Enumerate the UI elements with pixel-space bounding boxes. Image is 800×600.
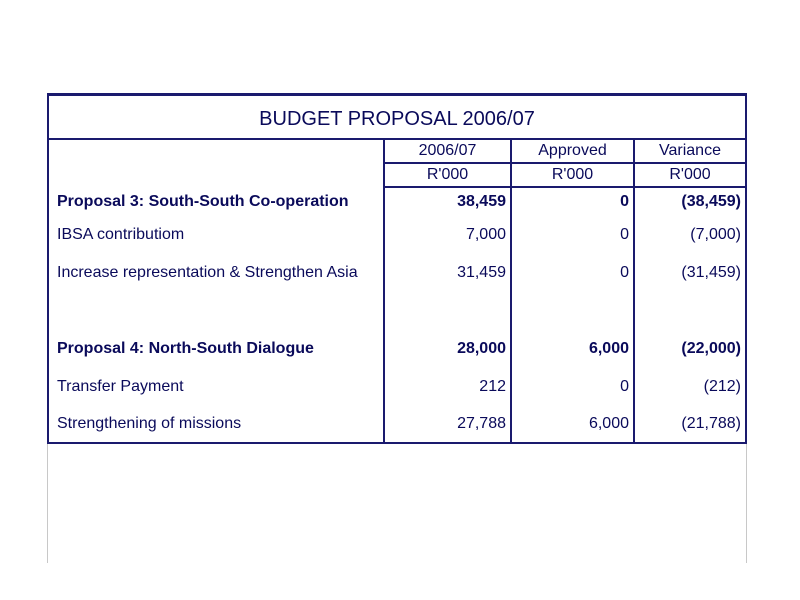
cell-2006-07: 27,788 <box>384 406 511 443</box>
table-row <box>48 406 746 443</box>
table-row <box>48 216 746 254</box>
table-row <box>48 330 746 368</box>
cell-approved: 6,000 <box>511 330 634 368</box>
cell-approved: 0 <box>511 254 634 292</box>
column-unit-approved: R'000 <box>511 163 634 187</box>
column-header-approved: Approved <box>511 139 634 163</box>
row-label: Proposal 3: South-South Co-operation <box>48 187 384 216</box>
cell-2006-07: 7,000 <box>384 216 511 254</box>
table-row <box>48 368 746 406</box>
column-unit-2006-07: R'000 <box>384 163 511 187</box>
cell-approved: 0 <box>511 368 634 406</box>
header-blank <box>48 139 384 163</box>
budget-table <box>47 93 747 444</box>
cell-variance: (22,000) <box>634 330 746 368</box>
cell-approved: 0 <box>511 187 634 216</box>
table-title: BUDGET PROPOSAL 2006/07 <box>48 95 746 140</box>
cell-2006-07: 38,459 <box>384 187 511 216</box>
unit-row <box>48 163 746 187</box>
cell-variance: (7,000) <box>634 216 746 254</box>
cell-variance: (212) <box>634 368 746 406</box>
cell-variance: (21,788) <box>634 406 746 443</box>
cell-2006-07: 212 <box>384 368 511 406</box>
unit-blank <box>48 163 384 187</box>
cell-2006-07: 31,459 <box>384 254 511 292</box>
cell-variance: (31,459) <box>634 254 746 292</box>
row-label: Increase representation & Strengthen Asia <box>48 254 384 292</box>
row-label: IBSA contributiom <box>48 216 384 254</box>
table-row <box>48 254 746 292</box>
row-label: Strengthening of missions <box>48 406 384 443</box>
cell-approved: 6,000 <box>511 406 634 443</box>
row-label: Transfer Payment <box>48 368 384 406</box>
row-label: Proposal 4: North-South Dialogue <box>48 330 384 368</box>
cell-variance: (38,459) <box>634 187 746 216</box>
table-row <box>48 187 746 216</box>
title-row <box>48 95 746 140</box>
cell-approved: 0 <box>511 216 634 254</box>
column-header-variance: Variance <box>634 139 746 163</box>
spacer-row <box>48 292 746 330</box>
header-row <box>48 139 746 163</box>
column-header-2006-07: 2006/07 <box>384 139 511 163</box>
empty-sheet-area <box>47 436 747 563</box>
cell-2006-07: 28,000 <box>384 330 511 368</box>
column-unit-variance: R'000 <box>634 163 746 187</box>
